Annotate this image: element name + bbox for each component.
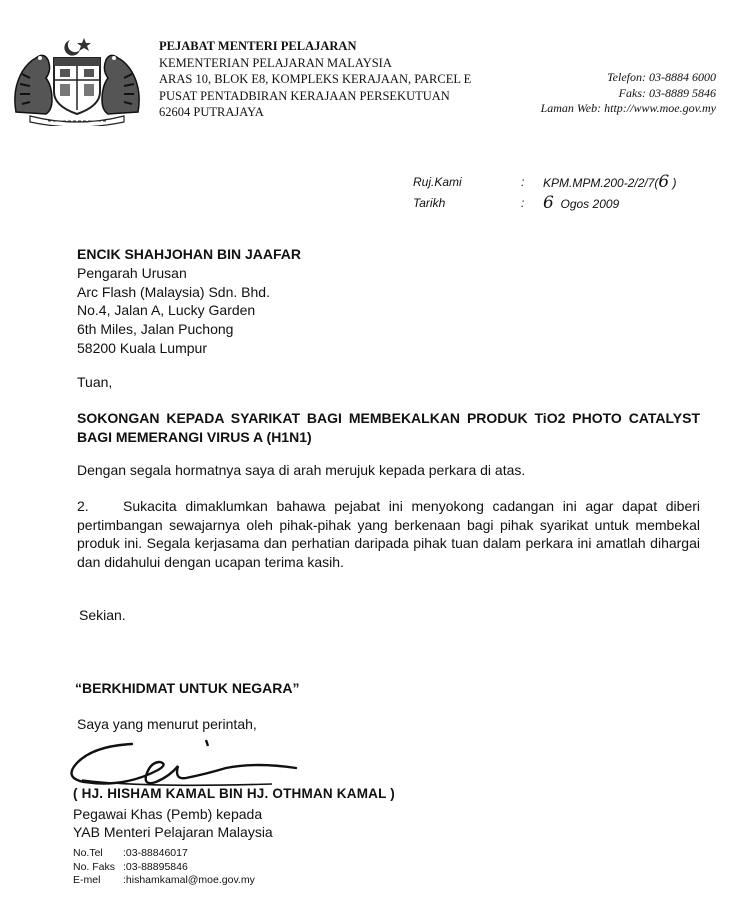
paragraph-2-number: 2. xyxy=(77,498,89,514)
email-label: E-mel xyxy=(73,874,101,886)
fax-value: :03-88895846 xyxy=(123,860,188,873)
letterhead-line: KEMENTERIAN PELAJARAN MALAYSIA xyxy=(159,55,392,70)
designation-line: YAB Menteri Pelajaran Malaysia xyxy=(73,823,273,840)
date-handwritten-day: 6 xyxy=(543,193,554,213)
reference-block xyxy=(413,172,677,214)
fax-label: No. Faks xyxy=(73,860,116,873)
paragraph-2 xyxy=(77,497,700,571)
signatory-name: ( HJ. HISHAM KAMAL BIN HJ. OTHMAN KAMAL ) xyxy=(73,786,395,801)
letterhead-line: 62604 PUTRAJAYA xyxy=(159,105,264,120)
signatory-designation xyxy=(73,806,273,841)
tel-label: No.Tel xyxy=(73,847,103,859)
recipient-line: Arc Flash (Malaysia) Sdn. Bhd. xyxy=(77,283,270,300)
letterhead-contact xyxy=(541,70,716,117)
date-label: Tarikh xyxy=(413,196,446,210)
recipient-name: ENCIK SHAHJOHAN BIN JAAFAR xyxy=(77,246,302,262)
tel-value: :03-88846017 xyxy=(123,847,188,859)
paragraph-1: Dengan segala hormatnya saya di arah merujuk kepada perkara di atas. xyxy=(77,462,526,478)
recipient-line: No.4, Jalan A, Lucky Garden xyxy=(77,302,256,319)
salutation: Tuan, xyxy=(77,374,113,390)
website: Laman Web: http://www.moe.gov.my xyxy=(540,101,716,115)
ref-handwritten-number: 6 xyxy=(658,172,670,192)
office-name: PEJABAT MENTERI PELAJARAN xyxy=(159,39,357,53)
closing: Sekian. xyxy=(79,607,126,623)
fax: Faks: 03-8889 5846 xyxy=(618,85,716,100)
recipient-address xyxy=(77,245,301,358)
designation-line: Pegawai Khas (Pemb) kepada xyxy=(73,806,263,822)
letterhead-line: PUSAT PENTADBIRAN KERAJAAN PERSEKUTUAN xyxy=(159,88,450,103)
recipient-line: 6th Miles, Jalan Puchong xyxy=(77,321,234,338)
email-value: :hishamkamal@moe.gov.my xyxy=(123,874,255,886)
recipient-line: 58200 Kuala Lumpur xyxy=(77,339,207,356)
subject-line: SOKONGAN KEPADA SYARIKAT BAGI MEMBEKALKAN PRODUK TiO2 PHOTO CATALYST BAGI MEMERANGI VIRUS A (H1N1) xyxy=(77,410,700,445)
ref-value: KPM.MPM.200-2/2/7(6 ) xyxy=(543,172,677,192)
ref-separator: : xyxy=(521,175,525,189)
telephone: Telefon: 03-8884 6000 xyxy=(607,70,716,84)
paragraph-2-text: Sukacita dimaklumkan bahawa pejabat ini menyokong cadangan ini agar dapat diberi pertimbangan sewajarnya oleh pihak-pihak yang berkenaan bagi pihak syarikat untuk membekal produk ini. Segala kerjasama dan perhatian daripada pihak tuan dalam perkara ini amatlah dihargai dan didahului dengan ucapan terima kasih. xyxy=(77,498,700,570)
date-separator: : xyxy=(521,196,525,210)
signatory-contacts xyxy=(73,847,255,888)
motto: “BERKHIDMAT UNTUK NEGARA” xyxy=(75,680,300,696)
coat-of-arms-icon xyxy=(8,34,146,126)
recipient-line: Pengarah Urusan xyxy=(77,264,187,281)
ref-label: Ruj.Kami xyxy=(413,175,462,189)
yours-faithfully: Saya yang menurut perintah, xyxy=(77,716,257,732)
letterhead-line: ARAS 10, BLOK E8, KOMPLEKS KERAJAAN, PARCEL E xyxy=(159,72,472,87)
letterhead-address xyxy=(159,38,471,121)
date-value: 6 Ogos 2009 xyxy=(543,193,620,213)
